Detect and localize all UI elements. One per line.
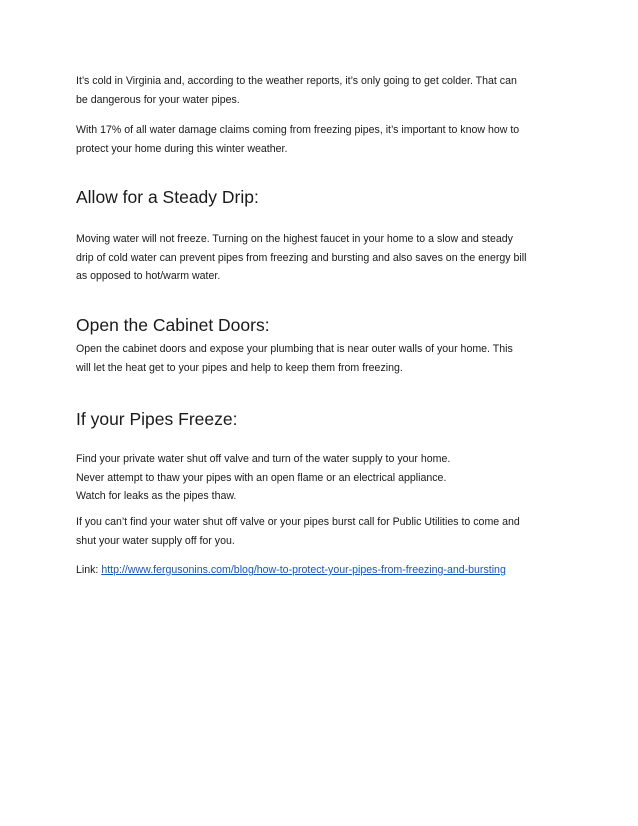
text-line: protect your home during this winter weather. [76, 142, 288, 155]
section-note-pipes-freeze [76, 513, 566, 550]
text-line: Never attempt to thaw your pipes with an open flame or an electrical appliance. [76, 471, 447, 484]
text-line: shut your water supply off for you. [76, 534, 235, 547]
text-line: be dangerous for your water pipes. [76, 93, 240, 106]
intro-paragraph-1 [76, 72, 566, 109]
section-heading-steady-drip: Allow for a Steady Drip: [76, 187, 259, 207]
section-steps-pipes-freeze [76, 450, 566, 506]
section-heading-cabinet-doors: Open the Cabinet Doors: [76, 315, 270, 335]
text-line: Moving water will not freeze. Turning on the highest faucet in your home to a slow and steady [76, 233, 513, 245]
text-line: Watch for leaks as the pipes thaw. [76, 490, 237, 502]
text-line: Open the cabinet doors and expose your plumbing that is near outer walls of your home. This [76, 343, 513, 355]
source-link[interactable]: http://www.fergusonins.com/blog/how-to-protect-your-pipes-from-freezing-and-bursting [101, 564, 506, 576]
text-line: will let the heat get to your pipes and help to keep them from freezing. [76, 361, 403, 374]
link-label: Link: [76, 564, 102, 576]
section-heading-pipes-freeze: If your Pipes Freeze: [76, 409, 238, 429]
text-line: Find your private water shut off valve and turn of the water supply to your home. [76, 453, 451, 465]
section-body-cabinet-doors [76, 340, 566, 377]
source-link-paragraph [76, 561, 566, 580]
text-line: as opposed to hot/warm water. [76, 270, 221, 282]
text-line: If you can’t find your water shut off valve or your pipes burst call for Public Utilities to come and [76, 516, 520, 528]
text-line: It’s cold in Virginia and, according to the weather reports, it’s only going to get colder. That can [76, 75, 517, 87]
text-line: With 17% of all water damage claims coming from freezing pipes, it’s important to know how to [76, 124, 520, 136]
intro-paragraph-2 [76, 121, 566, 158]
section-body-steady-drip [76, 230, 566, 286]
text-line: drip of cold water can prevent pipes from freezing and bursting and also saves on the energy bill [76, 251, 527, 264]
